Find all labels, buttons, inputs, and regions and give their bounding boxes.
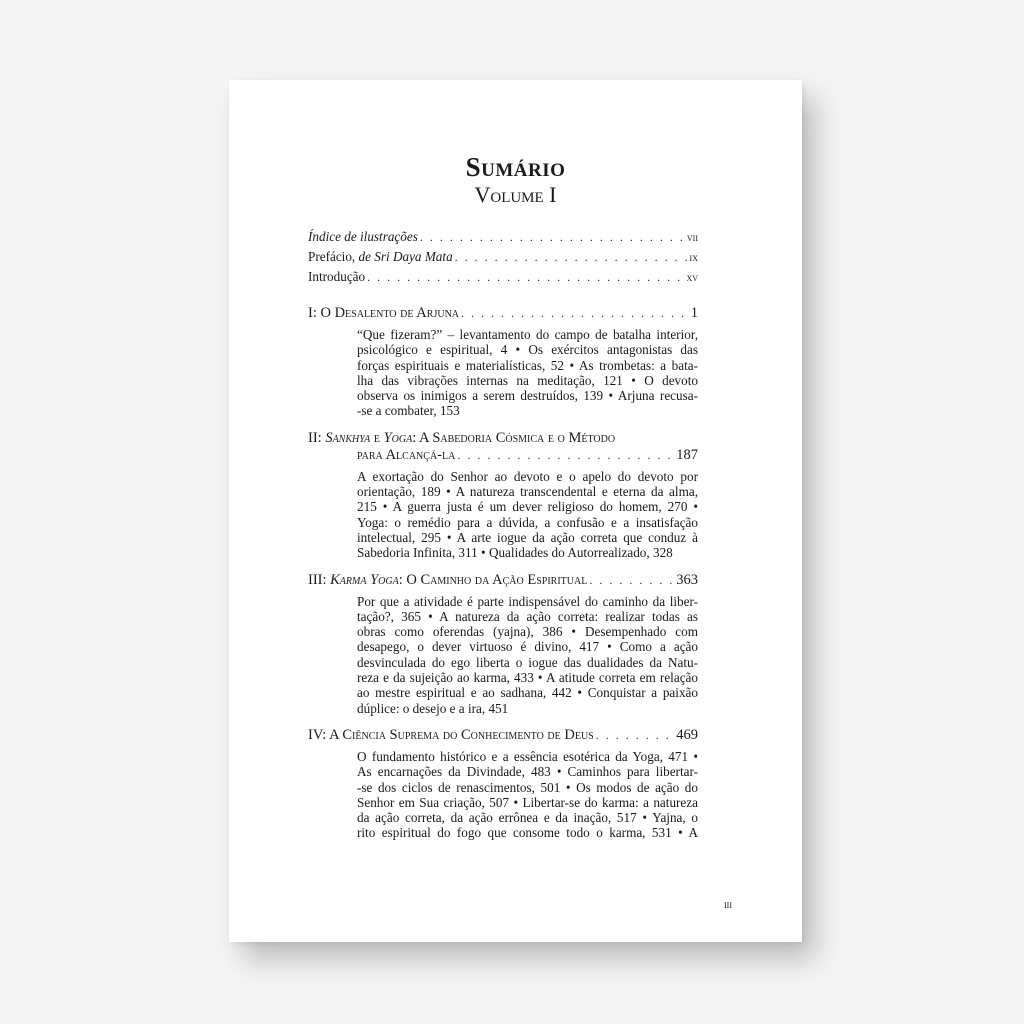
chapter-title-text: e	[370, 429, 384, 446]
chapter-number: II:	[308, 429, 326, 446]
chapter-number: I:	[308, 305, 321, 321]
summary-line: tação?, 365 • A natureza da ação correta: realizar todas as	[357, 608, 698, 624]
summary-line: dúplice: o desejo e a ira, 451	[357, 700, 509, 716]
summary-line: reza e da sujeição ao karma, 433 • A atitude correta em relação	[357, 670, 698, 686]
chapter-page: 363	[676, 571, 698, 588]
chapter-heading	[308, 430, 698, 447]
chapter-heading	[308, 305, 698, 322]
summary-line: ao mestre espiritual e ao sadhana, 442 • Conquistar a paixão	[357, 685, 698, 701]
chapter-title	[308, 727, 594, 744]
chapter-title	[308, 572, 587, 589]
chapter-title-text: O Desalento de Arjuna	[320, 305, 460, 321]
toc-entry-label: Índice de ilustrações	[308, 229, 418, 244]
chapter-page: 1	[690, 305, 698, 321]
chapter-title-italic: Sankhya	[325, 429, 371, 446]
chapter-summary	[357, 469, 698, 561]
chapter-heading-line2	[308, 447, 698, 464]
dot-leader	[455, 250, 688, 265]
dot-leader	[589, 572, 674, 589]
summary-line: rito espiritual do fogo que consome todo o karma, 531 • A	[357, 825, 698, 841]
summary-line: Senhor em Sua criação, 507 • Libertar-se do karma: a natureza	[357, 794, 698, 810]
summary-line: intelectual, 295 • A arte iogue da ação correta que conduz à	[357, 529, 698, 545]
summary-line: desapego, o dever virtuoso é divino, 417 • Como a ação	[357, 639, 698, 655]
summary-line: obras como oferendas (yajna), 386 • Desempenhado com	[357, 624, 698, 640]
summary-line: lha das vibrações internas na meditação, 121 • O devoto	[357, 372, 698, 388]
toc-entry-label-italic: de Sri Daya Mata	[358, 249, 453, 264]
toc-entry-label: Introdução	[308, 269, 366, 284]
toc-entry-illustrations	[308, 229, 698, 249]
page-title: Sumário	[465, 152, 566, 182]
toc-entry-preface	[308, 249, 698, 269]
summary-line: observa os inimigos a serem destruídos, 139 • Arjuna recusa-	[357, 388, 698, 404]
toc-entry-page: ix	[689, 250, 698, 264]
chapter-heading	[308, 572, 698, 589]
summary-line: -se a combater, 153	[357, 403, 460, 419]
chapter-number: IV:	[308, 726, 330, 743]
chapter-page: 187	[676, 446, 698, 463]
chapter-entry-1	[308, 305, 698, 419]
chapter-title-text: : A Sabedoria Cósmica e o Método	[412, 429, 616, 446]
summary-line: desvinculada do ego liberta o iogue das dualidades da Natu-	[357, 654, 698, 670]
chapter-page: 469	[676, 726, 698, 743]
dot-leader	[457, 447, 674, 464]
chapter-summary	[357, 327, 698, 419]
summary-line: “Que fizeram?” – levantamento do campo de batalha interior,	[357, 327, 698, 342]
chapter-summary	[357, 594, 698, 716]
book-page	[229, 80, 802, 942]
front-matter-list	[308, 229, 698, 289]
toc-entry-label	[308, 249, 453, 264]
summary-line: O fundamento histórico e a essência esotérica da Yoga, 471 •	[357, 748, 698, 764]
chapter-entry-2	[308, 430, 698, 561]
toc-entry-introduction	[308, 269, 698, 289]
dot-leader	[461, 305, 689, 322]
chapter-title-text: A Ciência Suprema do Conhecimento de Deus	[329, 726, 594, 743]
chapter-number: III:	[308, 571, 331, 588]
dot-leader	[596, 727, 675, 744]
chapter-title-text: : O Caminho da Ação Espiritual	[398, 571, 588, 588]
toc-entry-page: vii	[686, 230, 698, 244]
chapter-summary	[357, 749, 698, 841]
chapter-title-text: para Alcançá-la	[357, 446, 456, 463]
page-number: iii	[724, 897, 732, 911]
chapter-heading	[308, 727, 698, 744]
summary-line: A exortação do Senhor ao devoto e o apelo do devoto por	[357, 468, 698, 484]
chapter-title-italic: Karma Yoga	[330, 571, 399, 588]
chapter-entry-3	[308, 572, 698, 716]
chapter-title-italic: Yoga	[383, 429, 413, 446]
chapter-entry-4	[308, 727, 698, 841]
summary-line: As encarnações da Divindade, 483 • Caminhos para libertar-	[357, 764, 698, 780]
page-subtitle: Volume I	[474, 182, 557, 207]
dot-leader	[420, 230, 685, 245]
toc-entry-page: xv	[686, 270, 698, 284]
toc-entry-label-plain: Prefácio,	[308, 249, 359, 264]
summary-line: -se dos ciclos de renascimentos, 501 • Os modos de ação do	[357, 779, 698, 795]
summary-line: Por que a atividade é parte indispensável do caminho da liber-	[357, 593, 698, 609]
summary-line: orientação, 189 • A natureza transcendental e eterna da alma,	[357, 484, 698, 500]
dot-leader	[367, 270, 684, 285]
summary-line: Sabedoria Infinita, 311 • Qualidades do Autorrealizado, 328	[357, 545, 673, 561]
summary-line: 215 • A guerra justa é um dever religioso do homem, 270 •	[357, 499, 698, 515]
summary-line: psicológico e espiritual, 4 • Os exércitos antagonistas das	[357, 342, 698, 358]
summary-line: da ação correta, da ação errônea e da inação, 517 • Yajna, o	[357, 810, 698, 826]
table-of-contents	[308, 229, 698, 852]
summary-line: forças espirituais e materialísticas, 52 • As trombetas: a bata-	[357, 357, 698, 373]
summary-line: Yoga: o remédio para a dúvida, a confusão e a insatisfação	[357, 514, 698, 530]
chapter-title	[308, 305, 459, 322]
